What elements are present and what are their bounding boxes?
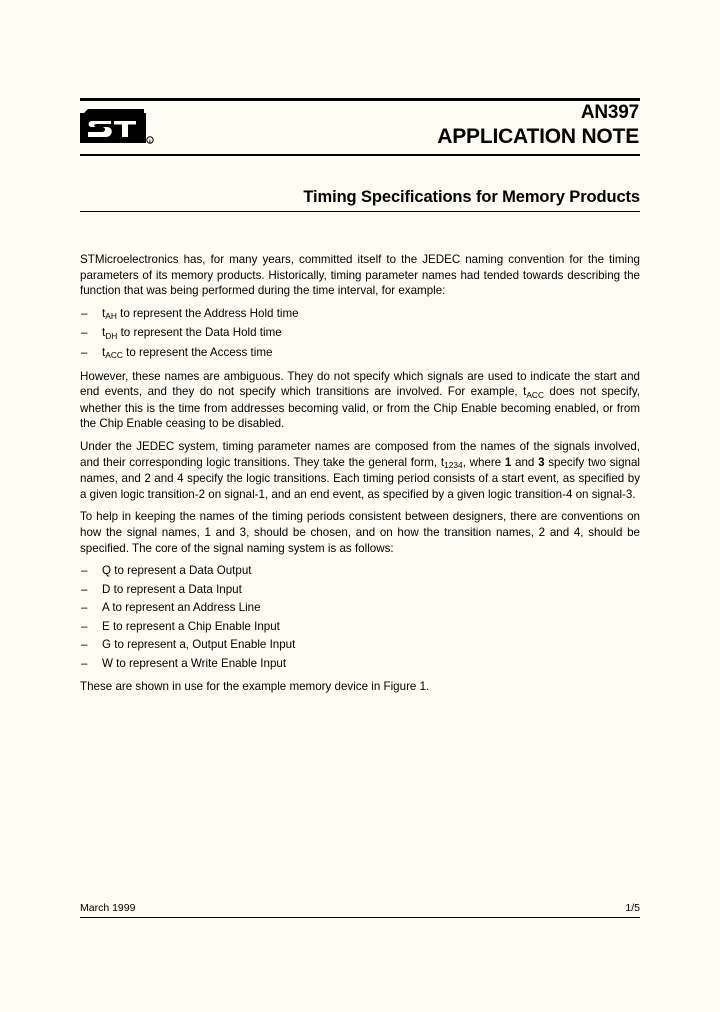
list-item-label: Q to represent a Data Output — [102, 564, 252, 578]
dash-bullet-icon: – — [81, 638, 88, 652]
param-subscript: ACC — [526, 389, 544, 400]
list-item-label: G to represent a, Output Enable Input — [102, 638, 296, 652]
document-body — [80, 252, 640, 701]
subtitle-section — [80, 186, 640, 212]
timing-parameter-list — [80, 306, 640, 362]
dash-bullet-icon: – — [81, 657, 88, 671]
param-symbol: t — [102, 326, 106, 340]
paragraph-figure-reference: These are shown in use for the example memory device in Figure 1. — [80, 679, 430, 693]
publication-date: March 1999 — [80, 902, 136, 914]
paragraph-text-part: does not specify, whether this is the time from addresses becoming valid, or from the Chip Enable becoming enabled, or from the Chip Enable ceasing to be disabled. — [80, 385, 640, 431]
paragraph-jedec-system — [80, 439, 640, 502]
page-number: 1/5 — [625, 902, 640, 914]
paragraph-text-part: Under the JEDEC system, timing parameter names are composed from the names of the signals involved, and their corresponding logic transitions. They take the general form, t — [80, 439, 640, 469]
list-item — [80, 306, 640, 323]
param-symbol: t — [102, 345, 106, 359]
list-item-label: to represent the Data Hold time — [117, 326, 282, 340]
header-band — [80, 101, 640, 154]
list-item — [80, 600, 640, 616]
subtitle-rule — [80, 211, 640, 212]
document-code: AN397 — [580, 102, 639, 123]
dash-bullet-icon: – — [81, 619, 88, 633]
list-item-label: E to represent a Chip Enable Input — [102, 619, 280, 633]
paragraph-text-part: and — [511, 455, 539, 469]
dash-bullet-icon: – — [81, 345, 88, 359]
svg-text:R: R — [148, 138, 152, 144]
signal-naming-list — [80, 563, 640, 672]
list-item — [80, 619, 640, 635]
list-item — [80, 656, 640, 672]
list-item-label: W to represent a Write Enable Input — [102, 657, 287, 671]
paragraph-ambiguity — [80, 369, 640, 432]
param-subscript: DH — [105, 330, 118, 341]
header-titles — [80, 102, 640, 149]
dash-bullet-icon: – — [81, 564, 88, 578]
list-item — [80, 325, 640, 342]
page-footer — [80, 902, 640, 918]
document-type: APPLICATION NOTE — [437, 125, 639, 148]
list-item — [80, 563, 640, 579]
paragraph-intro: STMicroelectronics has, for many years, committed itself to the JEDEC naming convention for the timing parameters of its memory products. Historically, timing parameter names had tended towards describing the function that was being performed during the time interval, for example: — [80, 253, 640, 298]
st-microelectronics-logo — [80, 105, 154, 149]
signal-index-1: 1 — [504, 455, 512, 469]
list-item-label: A to represent an Address Line — [102, 601, 261, 615]
page-header — [80, 98, 640, 156]
list-item-label: to represent the Address Hold time — [116, 306, 299, 320]
list-item — [80, 637, 640, 653]
header-bottom-rule — [80, 154, 640, 156]
list-item — [80, 582, 640, 598]
signal-index-3: 3 — [538, 455, 545, 469]
paragraph-text-part: , where — [462, 455, 505, 469]
dash-bullet-icon: – — [81, 582, 88, 596]
param-symbol: t — [102, 306, 106, 320]
paragraph-text-part: However, these names are ambiguous. They do not specify which signals are used to indicate the start and end events, and they do not specify which transitions are involved. For example, t — [80, 369, 640, 399]
list-item-label: to represent the Access time — [122, 345, 273, 359]
param-subscript: AH — [105, 311, 117, 322]
param-subscript: ACC — [105, 350, 123, 361]
dash-bullet-icon: – — [81, 306, 88, 320]
footer-rule — [80, 917, 640, 918]
list-item — [80, 345, 640, 362]
paragraph-text-part: specify two signal names, and 2 and 4 specify the logic transitions. Each timing period consists of a start event, as specified by a given logic transition-2 on signal-1, and an end event, as specified by a given logic transition-4 on signal-3. — [80, 455, 640, 501]
param-subscript: 1234 — [444, 460, 463, 471]
dash-bullet-icon: – — [81, 326, 88, 340]
paragraph-conventions: To help in keeping the names of the timing periods consistent between designers, there are conventions on how the signal names, 1 and 3, should be chosen, and on how the transition names, 2 and 4, should be specified. The core of the signal naming system is as follows: — [80, 510, 640, 555]
footer-row — [80, 902, 640, 917]
list-item-label: D to represent a Data Input — [102, 582, 242, 596]
dash-bullet-icon: – — [81, 601, 88, 615]
page-title: Timing Specifications for Memory Products — [303, 188, 640, 206]
